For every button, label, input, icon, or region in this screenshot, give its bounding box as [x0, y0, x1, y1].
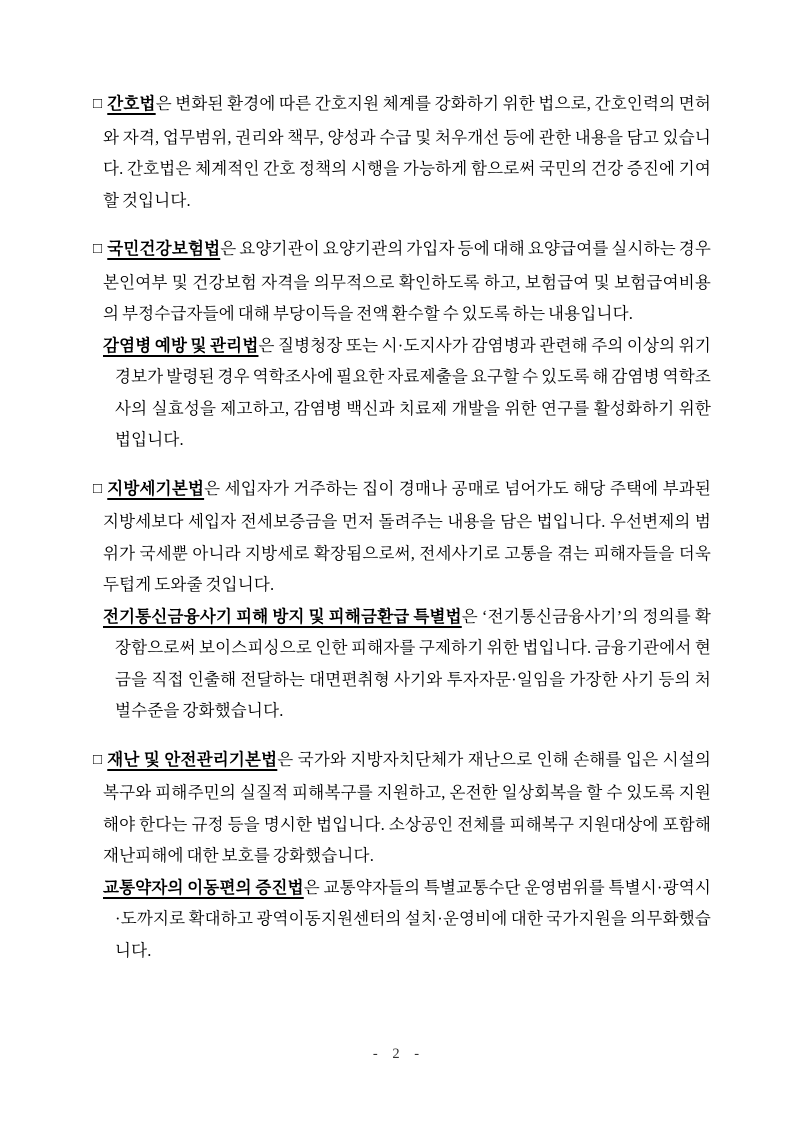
law-description: 은 변화된 환경에 따른 간호지원 체계를 강화하기 위한 법으로, 간호인력의 면허와 자격, 업무범위, 권리와 책무, 양성과 수급 및 처우개선 등에 관한 내용을 담고 있습니다. 간호법은 체계적인 간호 정책의 시행을 가능하게 함으로써 국민의 건강 증진에 기여할 것입니다.	[103, 94, 711, 210]
law-description: 은 ‘전기통신금융사기’의 정의를 확장함으로써 보이스피싱으로 인한 피해자를 구제하기 위한 법입니다. 금융기관에서 현금을 직접 인출해 전달하는 대면편취형 사기와 투자자문·일임을 가장한 사기 등의 처벌수준을 강화했습니다.	[115, 606, 712, 720]
law-description: 은 교통약자들의 특별교통수단 운영범위를 특별시·광역시·도까지로 확대하고 광역이동지원센터의 설치·운영비에 대한 국가지원을 의무화했습니다.	[115, 877, 711, 960]
checkbox-bullet-icon: □	[93, 241, 103, 257]
law-paragraph	[93, 88, 711, 216]
law-title: 감염병 예방 및 관리법	[103, 335, 259, 355]
law-description: 은 국가와 지방자치단체가 재난으로 인해 손해를 입은 시설의 복구와 피해주민의 실질적 피해복구를 지원하고, 온전한 일상회복을 할 수 있도록 지원해야 한다는 규정 등을 명시한 법입니다. 소상공인 전체를 피해복구 지원대상에 포함해 재난피해에 대한 보호를 강화했습니다.	[103, 749, 711, 865]
law-block	[93, 233, 711, 456]
law-title: 재난 및 안전관리기본법	[107, 749, 278, 769]
page-number: - 2 -	[372, 1046, 421, 1062]
law-title: 교통약자의 이동편의 증진법	[103, 877, 304, 897]
law-title: 지방세기본법	[107, 478, 205, 498]
law-title: 간호법	[107, 94, 156, 113]
law-description: 은 세입자가 거주하는 집이 경매나 공매로 넘어가도 해당 주택에 부과된 지방세보다 세입자 전세보증금을 먼저 돌려주는 내용을 담은 법입니다. 우선변제의 범위가 국세뿐 아니라 지방세로 확장됨으로써, 전세사기로 고통을 겪는 피해자들을 더욱 두텁게 도와줄 것입니다.	[103, 478, 711, 594]
checkbox-bullet-icon: □	[93, 751, 103, 768]
law-description: 은 질병청장 또는 시·도지사가 감염병과 관련해 주의 이상의 위기경보가 발령된 경우 역학조사에 필요한 자료제출을 요구할 수 있도록 해 감염병 역학조사의 실효성을 제고하고, 감염병 백신과 치료제 개발을 위한 연구를 활성화하기 위한 법입니다.	[115, 335, 711, 449]
document-body	[93, 88, 712, 966]
law-paragraph	[103, 872, 711, 967]
checkbox-bullet-icon: □	[93, 96, 103, 112]
checkbox-bullet-icon: □	[93, 480, 103, 497]
law-block	[93, 88, 711, 216]
law-paragraph	[93, 473, 711, 601]
law-paragraph	[103, 601, 711, 727]
law-description: 은 요양기관이 요양기관의 가입자 등에 대해 요양급여를 실시하는 경우 본인여부 및 건강보험 자격을 의무적으로 확인하도록 하고, 보험급여 및 보험급여비용의 부정수급자들에 대해 부당이득을 전액 환수할 수 있도록 하는 내용입니다.	[103, 239, 711, 323]
law-title: 전기통신금융사기 피해 방지 및 피해금환급 특별법	[103, 606, 462, 626]
law-block	[93, 473, 712, 727]
law-paragraph	[93, 744, 711, 872]
law-paragraph	[103, 330, 711, 456]
law-title: 국민건강보험법	[107, 239, 221, 258]
law-paragraph	[93, 233, 711, 330]
law-block	[93, 744, 711, 967]
